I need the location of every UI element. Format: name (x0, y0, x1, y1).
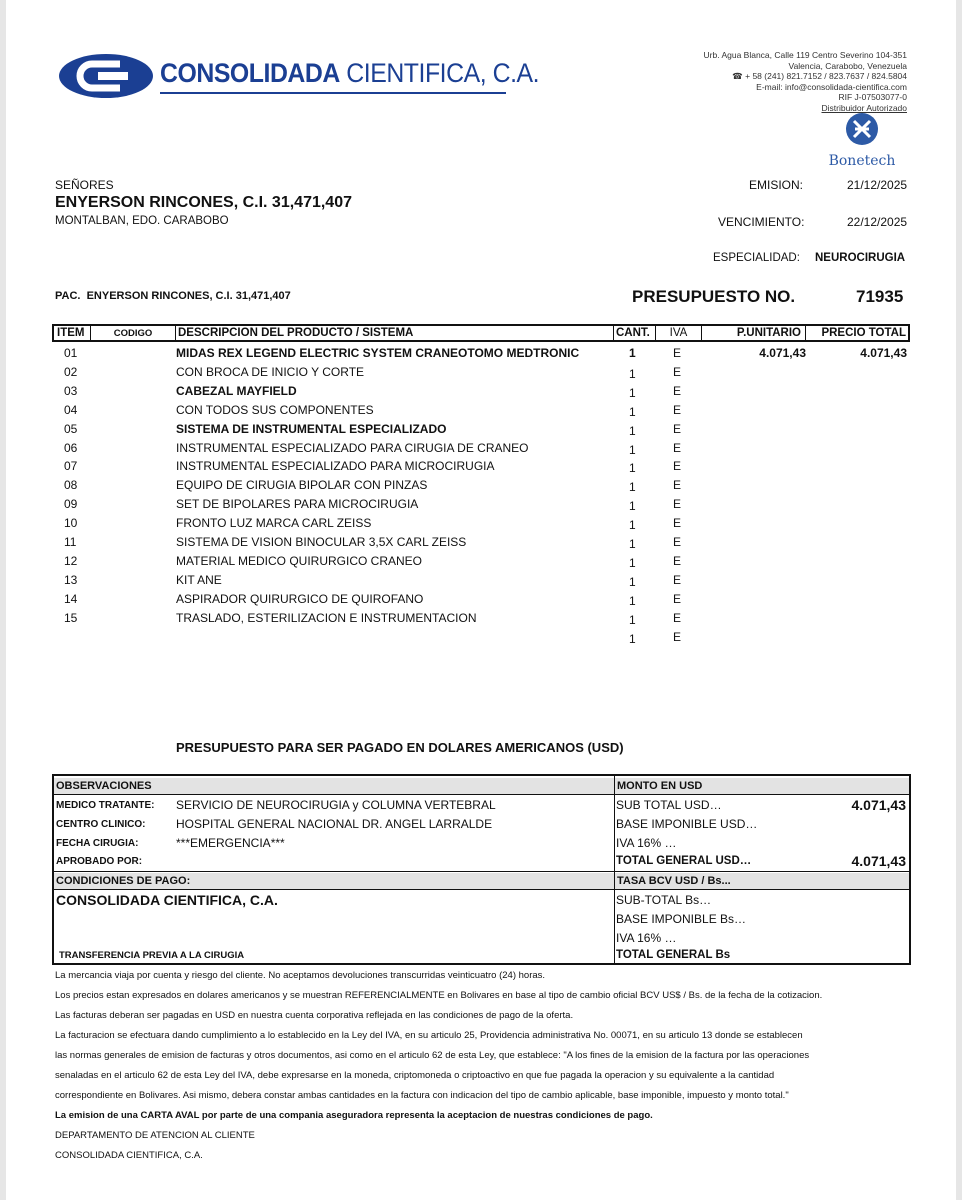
table-row (52, 403, 910, 422)
row-cant: 1 (629, 499, 636, 514)
centro-value: HOSPITAL GENERAL NACIONAL DR. ANGEL LARRALDE (176, 817, 493, 831)
table-row (52, 365, 910, 384)
col-descripcion: DESCRIPCION DEL PRODUCTO / SISTEMA (176, 326, 614, 340)
row-cant: 1 (629, 574, 636, 589)
row-item: 11 (64, 535, 77, 549)
logo-underline (160, 92, 506, 94)
row-iva: E (673, 459, 682, 474)
row-description: CON TODOS SUS COMPONENTES (176, 402, 374, 417)
table-row (52, 478, 910, 497)
table-row (52, 441, 910, 460)
row-iva: E (673, 610, 682, 625)
note-line: senaladas en el articulo 62 de esta Ley del IVA, debe expresarse en la moneda, criptomoneda o criptoactivo en que fue pagada la operacion y su equivalente a la cantidad (55, 1070, 775, 1081)
row-iva: E (673, 572, 682, 587)
summary-box (52, 774, 911, 965)
row-item: 05 (64, 421, 78, 436)
row-iva: E (673, 440, 682, 455)
row-cant: 1 (629, 518, 636, 533)
base-usd-label: BASE IMPONIBLE USD… (616, 817, 758, 831)
emision-label: EMISION: (749, 178, 804, 192)
row-cant: 1 (629, 593, 636, 608)
row-item: 02 (64, 364, 78, 379)
table-row (52, 554, 910, 573)
row-iva: E (673, 364, 682, 379)
table-row (52, 422, 910, 441)
row-item: 12 (64, 553, 78, 568)
conditions-company: CONSOLIDADA CIENTIFICA, C.A. (56, 892, 278, 908)
table-row (52, 535, 910, 554)
row-description: KIT ANE (176, 572, 222, 587)
row-cant: 1 (629, 346, 636, 360)
row-description: SISTEMA DE INSTRUMENTAL ESPECIALIZADO (176, 421, 447, 436)
summary-header-band (54, 778, 909, 795)
row-cant: 1 (629, 442, 636, 457)
table-row (52, 592, 910, 611)
condiciones-label: CONDICIONES DE PAGO: (56, 875, 191, 887)
table-row (52, 497, 910, 516)
company-logo-icon (58, 52, 154, 100)
company-name: CONSOLIDADA CIENTIFICA, C.A. (160, 58, 540, 88)
row-iva: E (673, 516, 682, 531)
row-cant: 1 (629, 461, 636, 476)
row-iva: E (673, 383, 682, 398)
total-usd-label: TOTAL GENERAL USD… (616, 855, 752, 867)
row-cant: 1 (629, 537, 636, 551)
col-cant: CANT. (614, 326, 656, 340)
company-address: Urb. Agua Blanca, Calle 119 Centro Severino 104-351 Valencia, Carabobo, Venezuela ☎ + 58 (241) 821.7152 / 823.7637 / 824.5804 E-mail: info@consolidada-cientifica.com RIF J-07503077-0 Distribuidor Autorizado (703, 50, 907, 113)
note-line: Los precios estan expresados en dolares americanos y se muestran REFERENCIALMENTE en Bolivares en base al tipo de cambio oficial BCV US$ / Bs. de la fecha de la cotizacion. (55, 990, 823, 1001)
bonetech-logo: Bonetech (824, 112, 900, 169)
row-description: MIDAS REX LEGEND ELECTRIC SYSTEM CRANEOTOMO MEDTRONIC (176, 346, 580, 360)
aprobado-label: APROBADO POR: (56, 856, 143, 867)
medico-label: MEDICO TRATANTE: (56, 800, 155, 811)
row-description: SISTEMA DE VISION BINOCULAR 3,5X CARL ZEISS (176, 535, 467, 549)
note-line: La mercancia viaja por cuenta y riesgo del cliente. No aceptamos devoluciones transcurridas veinticuatro (24) horas. (55, 970, 546, 981)
col-codigo: CODIGO (91, 326, 176, 340)
row-item: 04 (64, 402, 78, 417)
note-line: las normas generales de emision de facturas y otros documentos, asi como en el articulo 62 de esta Ley, que establece: "A los fines de la emision de la factura por las operaciones (55, 1050, 810, 1061)
row-cant: 1 (629, 366, 636, 381)
row-iva: E (673, 402, 682, 417)
note-line: Las facturas deberan ser pagadas en USD en nuestra cuenta corporativa reflejada en las condiciones de pago de la oferta. (55, 1010, 574, 1021)
row-description: INSTRUMENTAL ESPECIALIZADO PARA MICROCIRUGIA (176, 459, 495, 474)
row-item: 13 (64, 572, 78, 587)
col-total: PRECIO TOTAL (821, 327, 906, 339)
row-cant: 1 (629, 480, 636, 495)
row-iva: E (673, 421, 682, 436)
especialidad-value: NEUROCIRUGIA (815, 252, 906, 264)
row-iva: E (673, 553, 682, 568)
total-usd-value: 4.071,43 (851, 853, 906, 869)
presupuesto-number: 71935 (856, 287, 904, 306)
fecha-value: ***EMERGENCIA*** (176, 836, 285, 850)
usd-title: PRESUPUESTO PARA SER PAGADO EN DOLARES AMERICANOS (USD) (176, 740, 624, 755)
especialidad-label: ESPECIALIDAD: (713, 252, 800, 264)
row-description: MATERIAL MEDICO QUIRURGICO CRANEO (176, 553, 423, 568)
row-item: 08 (64, 478, 78, 493)
row-item: 06 (64, 440, 78, 455)
footer-department: DEPARTAMENTO DE ATENCION AL CLIENTE (55, 1130, 255, 1141)
row-cant: 1 (629, 423, 636, 438)
row-description: TRASLADO, ESTERILIZACION E INSTRUMENTACION (176, 610, 477, 625)
emision-date: 21/12/2025 (847, 178, 908, 192)
tasa-label: TASA BCV USD / Bs... (617, 875, 731, 887)
fecha-label: FECHA CIRUGIA: (56, 838, 139, 849)
row-cant: 1 (629, 404, 636, 419)
row-cant: 1 (629, 612, 636, 627)
base-bs-label: BASE IMPONIBLE Bs… (616, 912, 747, 926)
table-row (52, 630, 910, 649)
row-iva: E (673, 497, 682, 512)
bonetech-icon (845, 112, 879, 146)
col-punitario: P.UNITARIO (702, 326, 806, 340)
row-description: INSTRUMENTAL ESPECIALIZADO PARA CIRUGIA DE CRANEO (176, 440, 529, 455)
row-iva: E (673, 535, 682, 549)
table-row (52, 459, 910, 478)
subtotal-usd-label: SUB TOTAL USD… (616, 798, 722, 812)
row-item: 09 (64, 497, 78, 512)
transfer-note: TRANSFERENCIA PREVIA A LA CIRUGIA (59, 950, 245, 961)
note-line: La facturacion se efectuara dando cumplimiento a lo establecido en la Ley del IVA, en su articulo 25, Providencia administrativa No. 00071, en su articulo 13 donde se establecen (55, 1030, 803, 1041)
note-line: correspondiente en Bolivares. Asi mismo, debera constar ambas cantidades en la factura con indicacion del tipo de cambio aplicable, base imponible, impuesto y monto total." (55, 1090, 789, 1101)
row-iva: E (673, 346, 682, 360)
row-item: 03 (64, 383, 78, 398)
row-iva: E (673, 629, 682, 644)
items-table-header (52, 324, 910, 342)
terms-notes (55, 966, 905, 1166)
table-row (52, 573, 910, 592)
row-item: 15 (64, 610, 78, 625)
patient-line: PAC. ENYERSON RINCONES, C.I. 31,471,407 (55, 290, 291, 302)
row-total-price: 4.071,43 (860, 346, 907, 360)
col-iva: IVA (656, 326, 702, 340)
row-description: CABEZAL MAYFIELD (176, 383, 297, 398)
row-iva: E (673, 591, 682, 606)
centro-label: CENTRO CLINICO: (56, 819, 146, 830)
medico-value: SERVICIO DE NEUROCIRUGIA y COLUMNA VERTEBRAL (176, 798, 496, 812)
total-bs-label: TOTAL GENERAL Bs (616, 949, 731, 961)
client-location: MONTALBAN, EDO. CARABOBO (55, 215, 229, 227)
table-row (52, 611, 910, 630)
subtotal-bs-label: SUB-TOTAL Bs… (616, 893, 712, 907)
salutation: SEÑORES (55, 178, 114, 192)
row-item: 07 (64, 459, 78, 474)
table-row (52, 384, 910, 403)
iva-usd-label: IVA 16% … (616, 836, 677, 850)
note-bold: La emision de una CARTA AVAL por parte de una compania aseguradora representa la aceptacion de nuestras condiciones de pago. (55, 1110, 653, 1121)
monto-label: MONTO EN USD (617, 780, 703, 792)
obs-label: OBSERVACIONES (56, 780, 152, 792)
col-item: ITEM (54, 326, 91, 340)
row-description: FRONTO LUZ MARCA CARL ZEISS (176, 516, 372, 531)
row-description: ASPIRADOR QUIRURGICO DE QUIROFANO (176, 591, 424, 606)
row-item: 14 (64, 591, 78, 606)
client-name: ENYERSON RINCONES, C.I. 31,471,407 (55, 194, 352, 211)
row-cant: 1 (629, 631, 636, 646)
row-item: 01 (64, 346, 78, 360)
iva-bs-label: IVA 16% … (616, 931, 677, 945)
row-cant: 1 (629, 555, 636, 570)
row-cant: 1 (629, 385, 636, 400)
table-row (52, 516, 910, 535)
row-iva: E (673, 478, 682, 493)
row-description: SET DE BIPOLARES PARA MICROCIRUGIA (176, 497, 419, 512)
row-item: 10 (64, 516, 78, 531)
row-description: EQUIPO DE CIRUGIA BIPOLAR CON PINZAS (176, 478, 428, 493)
footer-company: CONSOLIDADA CIENTIFICA, C.A. (55, 1150, 203, 1161)
vencimiento-date: 22/12/2025 (847, 215, 908, 229)
row-unit-price: 4.071,43 (759, 346, 806, 360)
distributor-label: Distribuidor Autorizado (821, 102, 907, 113)
subtotal-usd-value: 4.071,43 (851, 797, 906, 813)
presupuesto-label: PRESUPUESTO NO. (632, 287, 796, 306)
table-row (52, 346, 910, 365)
vencimiento-label: VENCIMIENTO: (718, 215, 805, 229)
row-description: CON BROCA DE INICIO Y CORTE (176, 364, 365, 379)
